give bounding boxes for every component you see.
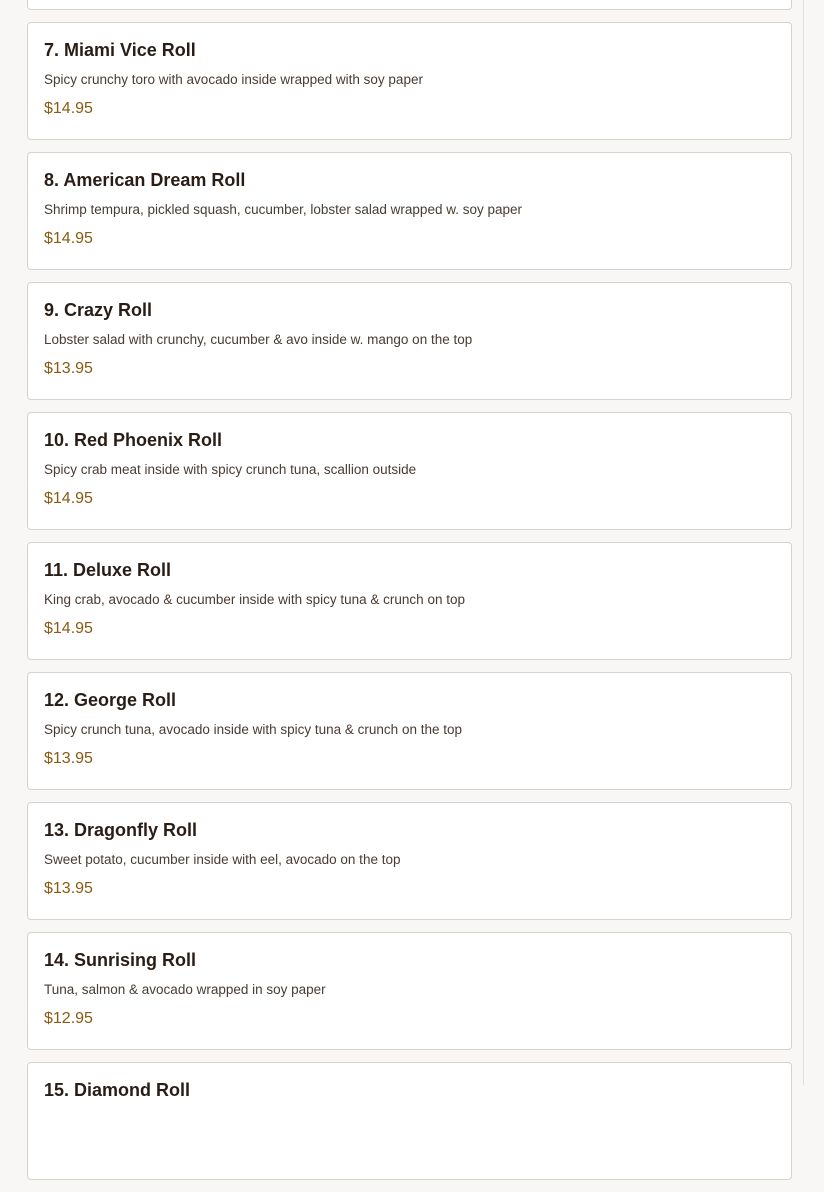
menu-item-price: $13.95	[44, 880, 93, 897]
menu-item-description: Lobster salad with crunchy, cucumber & avo inside w. mango on the top	[44, 332, 473, 347]
menu-item-card[interactable]	[27, 802, 792, 920]
menu-item-title: 11. Deluxe Roll	[44, 560, 172, 580]
menu-item-card[interactable]	[27, 412, 792, 530]
menu-item-price: $14.95	[44, 620, 93, 637]
menu-item-description: Tuna, salmon & avocado wrapped in soy paper	[44, 982, 326, 997]
menu-item-card[interactable]	[27, 542, 792, 660]
menu-item-price: $14.95	[44, 100, 93, 117]
menu-item-description: Shrimp tempura, pickled squash, cucumber, lobster salad wrapped w. soy paper	[44, 202, 522, 217]
menu-item-card[interactable]	[27, 0, 792, 10]
menu-item-price: $14.95	[44, 490, 93, 507]
menu-item-title: 8. American Dream Roll	[44, 170, 246, 190]
menu-item-card[interactable]	[27, 22, 792, 140]
menu-item-title: 15. Diamond Roll	[44, 1080, 191, 1100]
menu-item-price: $13.95	[44, 750, 93, 767]
menu-item-description: Spicy crunch tuna, avocado inside with spicy tuna & crunch on the top	[44, 722, 462, 737]
menu-item-description: Spicy crab meat inside with spicy crunch tuna, scallion outside	[44, 462, 417, 477]
menu-item-card[interactable]	[27, 282, 792, 400]
menu-item-price: $13.95	[44, 360, 93, 377]
menu-item-price: $14.95	[44, 230, 93, 247]
menu-item-description: King crab, avocado & cucumber inside with spicy tuna & crunch on top	[44, 592, 465, 607]
menu-item-list	[27, 0, 792, 1192]
menu-item-title: 12. George Roll	[44, 690, 177, 710]
menu-item-description: Spicy crunchy toro with avocado inside wrapped with soy paper	[44, 72, 423, 87]
menu-item-card[interactable]	[27, 672, 792, 790]
menu-item-description: Sweet potato, cucumber inside with eel, avocado on the top	[44, 852, 401, 867]
menu-item-price: $12.95	[44, 1010, 93, 1027]
menu-item-title: 7. Miami Vice Roll	[44, 40, 196, 60]
menu-item-title: 14. Sunrising Roll	[44, 950, 197, 970]
menu-item-card[interactable]	[27, 1062, 792, 1180]
menu-item-card[interactable]	[27, 152, 792, 270]
menu-item-card[interactable]	[27, 932, 792, 1050]
menu-item-title: 9. Crazy Roll	[44, 300, 153, 320]
menu-item-title: 10. Red Phoenix Roll	[44, 430, 223, 450]
menu-item-title: 13. Dragonfly Roll	[44, 820, 198, 840]
